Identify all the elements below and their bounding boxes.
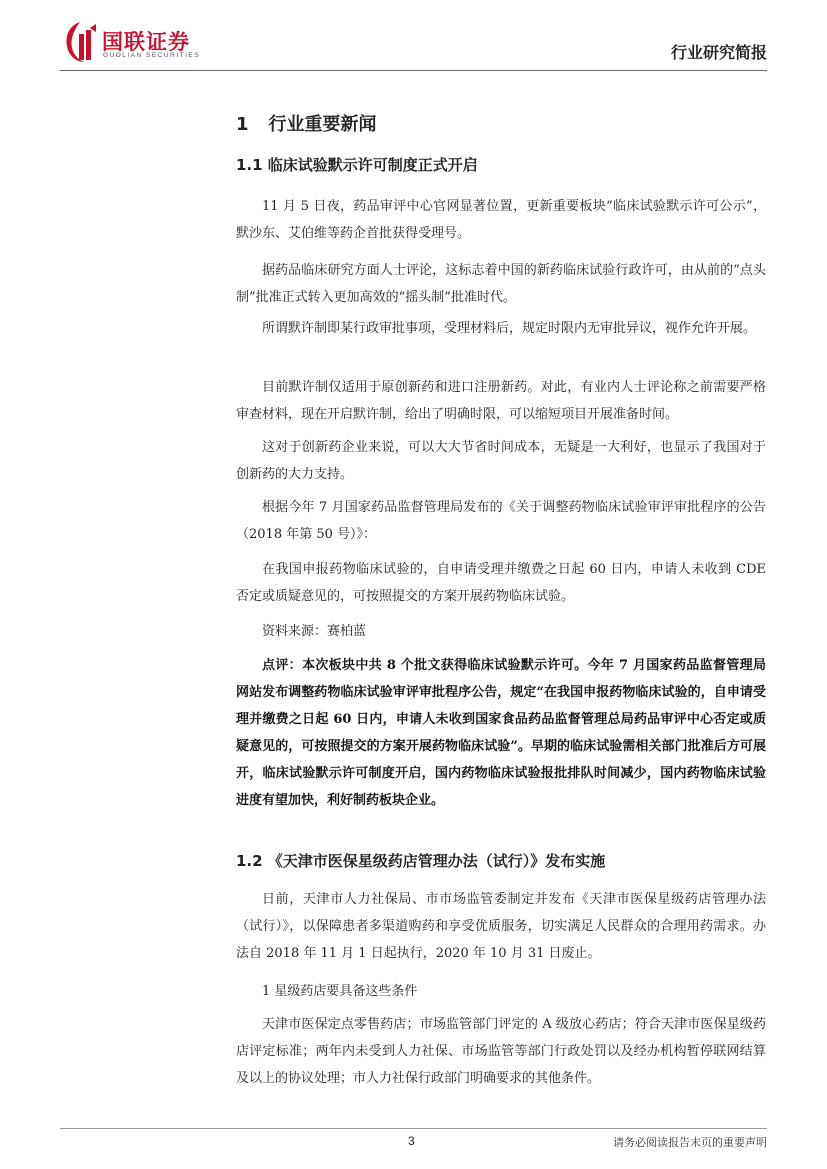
guolian-logo bbox=[62, 20, 222, 68]
page-header bbox=[0, 0, 827, 80]
section-1-heading bbox=[236, 110, 377, 136]
paragraph: 天津市医保定点零售药店；市场监管部门评定的 A 级放心药店；符合天津市医保星级药店评定标准；两年内未受到人力社保、市场监管等部门行政处罚以及经办机构暂停联网结算及以上的协议处理；市人力社保行政部门明确要求的其他条件。 bbox=[236, 1017, 766, 1086]
comment-paragraph: 点评：本次板块中共 8 个批文获得临床试验默示许可。今年 7 月国家药品监督管理局网站发布调整药物临床试验审评审批程序公告，规定“在我国申报药物临床试验的，自申请受理并缴费之日起 60 日内，申请人未收到国家食品药品监督管理总局药品审评中心否定或质疑意见的，可按照提交的方案开展药物临床试验”。早期的临床试验需相关部门批准后方可展开，临床试验默示许可制度开启，国内药物临床试验报批排队时间减少，国内药物临床试验进度有望加快，利好制药板块企业。 bbox=[236, 658, 766, 808]
source-note: 资料来源：赛柏蓝 bbox=[262, 624, 367, 639]
page-number: 3 bbox=[408, 1134, 415, 1148]
paragraph: 11 月 5 日夜，药品审评中心官网显著位置，更新重要板块“临床试验默示许可公示”，默沙东、艾伯维等药企首批获得受理号。 bbox=[236, 199, 766, 241]
logo-chinese-name: 国联证券 bbox=[102, 30, 190, 54]
paragraph: 日前，天津市人力社保局、市市场监管委制定并发布《天津市医保星级药店管理办法（试行）》，以保障患者多渠道购药和享受优质服务，切实满足人民群众的合理用药需求。办法自 2018 年 11 月 1 日起执行，2020 年 10 月 31 日废止。 bbox=[236, 892, 766, 961]
footer-disclaimer: 请务必阅读报告末页的重要声明 bbox=[613, 1136, 767, 1149]
paragraph: 根据今年 7 月国家药品监督管理局发布的《关于调整药物临床试验审评审批程序的公告（2018 年第 50 号）》： bbox=[236, 500, 766, 542]
paragraph: 这对于创新药企业来说，可以大大节省时间成本，无疑是一大利好，也显示了我国对于创新药的大力支持。 bbox=[236, 440, 766, 482]
list-heading: 1 星级药店要具备这些条件 bbox=[262, 984, 418, 999]
paragraph: 在我国申报药物临床试验的，自申请受理并缴费之日起 60 日内，申请人未收到 CDE 否定或质疑意见的，可按照提交的方案开展药物临床试验。 bbox=[236, 562, 766, 604]
report-type-label: 行业研究简报 bbox=[670, 43, 767, 62]
paragraph: 所谓默许制即某行政审批事项，受理材料后，规定时限内无审批异议，视作允许开展。 bbox=[262, 321, 757, 336]
subsection-1-2-heading: 1.2 《天津市医保星级药店管理办法（试行）》发布实施 bbox=[236, 852, 606, 870]
subsection-1-1-heading: 1.1 临床试验默示许可制度正式开启 bbox=[236, 156, 478, 174]
section-1-number: 1 bbox=[236, 114, 249, 135]
logo-mark-icon bbox=[62, 20, 98, 64]
section-1-title: 行业重要新闻 bbox=[268, 114, 377, 135]
paragraph: 目前默许制仅适用于原创新药和进口注册新药。对此，有业内人士评论称之前需要严格审查材料，现在开启默许制，给出了明确时限，可以缩短项目开展准备时间。 bbox=[236, 380, 766, 422]
paragraph: 据药品临床研究方面人士评论，这标志着中国的新药临床试验行政许可，由从前的“点头制”批准正式转入更加高效的“摇头制”批准时代。 bbox=[236, 263, 766, 305]
footer-divider bbox=[60, 1128, 767, 1129]
logo-english-name: GUOLIAN SECURITIES bbox=[103, 52, 201, 59]
header-divider bbox=[60, 70, 767, 71]
